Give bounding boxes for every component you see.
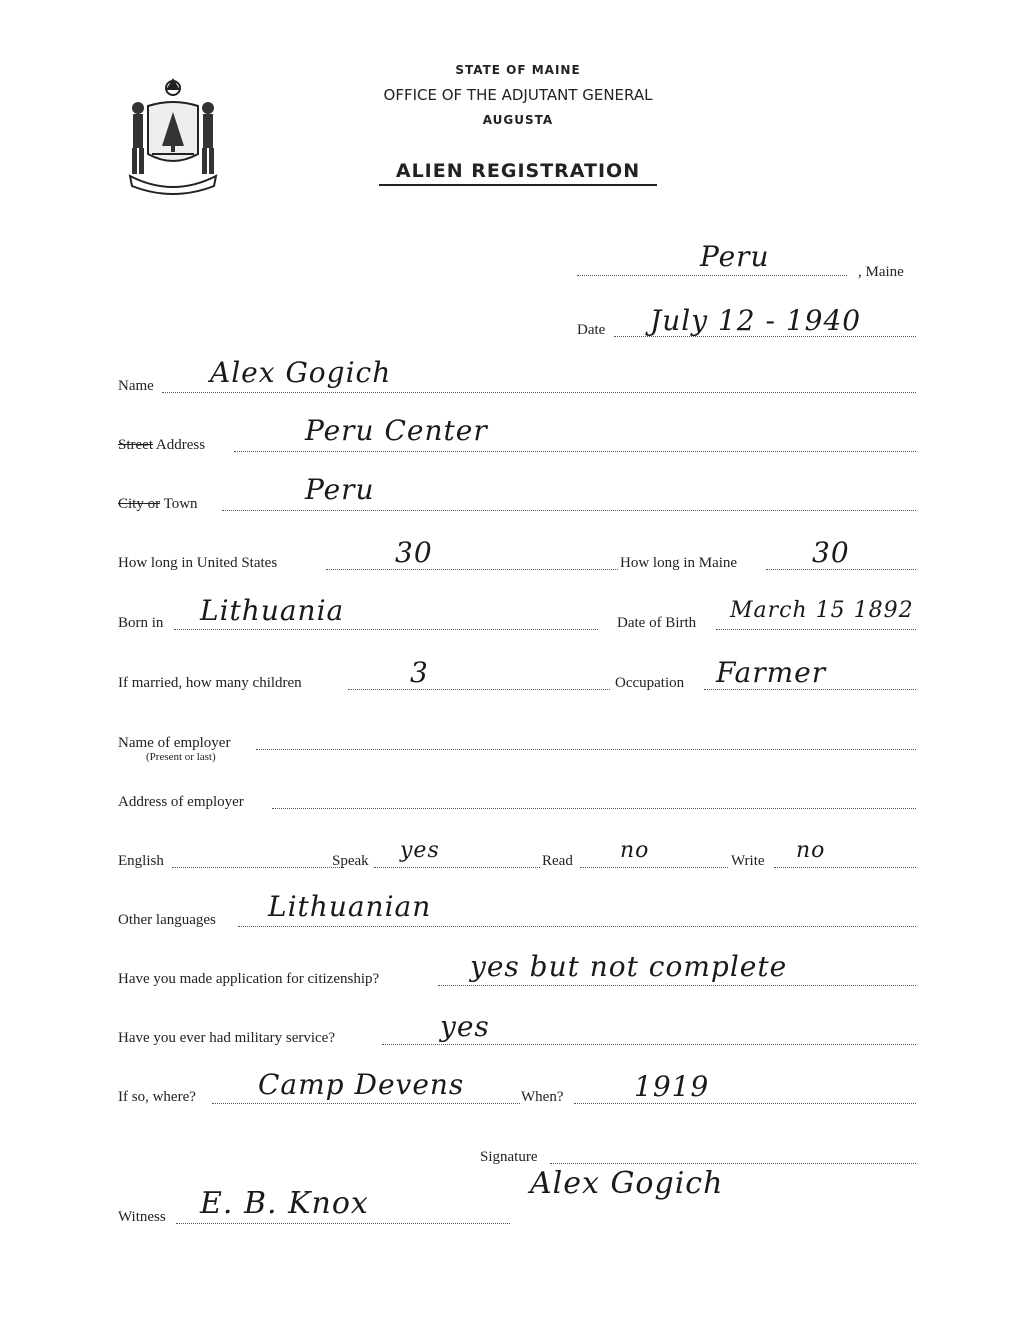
employer-name-label: Name of employer bbox=[118, 735, 231, 751]
dob-label: Date of Birth bbox=[617, 615, 697, 631]
other-languages-line bbox=[238, 926, 916, 927]
place-suffix: , Maine bbox=[858, 264, 904, 280]
employer-address-label: Address of employer bbox=[118, 794, 244, 810]
signature-line bbox=[550, 1163, 916, 1164]
speak-label: Speak bbox=[332, 853, 369, 869]
children-value: 3 bbox=[410, 656, 429, 689]
military-value: yes bbox=[440, 1010, 490, 1043]
occupation-label: Occupation bbox=[615, 675, 685, 691]
name-label: Name bbox=[118, 378, 154, 394]
military-label: Have you ever had military service? bbox=[118, 1030, 335, 1046]
where-label: If so, where? bbox=[118, 1089, 196, 1105]
town-value: Peru bbox=[305, 473, 375, 506]
name-line bbox=[162, 392, 916, 393]
years-maine-line bbox=[766, 569, 916, 570]
dob-line bbox=[716, 629, 916, 630]
town-line bbox=[222, 510, 916, 511]
when-label: When? bbox=[521, 1089, 564, 1105]
children-label: If married, how many children bbox=[118, 675, 302, 691]
town-struck-label: City or bbox=[118, 496, 161, 512]
born-in-label: Born in bbox=[118, 615, 164, 631]
witness-label: Witness bbox=[118, 1209, 166, 1225]
citizenship-line bbox=[438, 985, 916, 986]
street-label bbox=[118, 437, 205, 454]
dob-value: March 15 1892 bbox=[730, 598, 914, 623]
signature-label: Signature bbox=[480, 1149, 538, 1165]
date-label: Date bbox=[577, 322, 606, 338]
date-value: July 12 - 1940 bbox=[650, 304, 862, 337]
write-label: Write bbox=[731, 853, 765, 869]
when-value: 1919 bbox=[634, 1070, 710, 1103]
citizenship-label: Have you made application for citizenship? bbox=[118, 971, 380, 987]
header-state: STATE OF MAINE bbox=[455, 63, 581, 77]
town-label-text: Town bbox=[160, 496, 198, 512]
header-city: AUGUSTA bbox=[482, 113, 554, 127]
header-office: OFFICE OF THE ADJUTANT GENERAL bbox=[383, 86, 653, 104]
write-value: no bbox=[796, 838, 826, 863]
witness-line bbox=[176, 1223, 510, 1224]
street-address-label: Address bbox=[153, 437, 206, 453]
name-value: Alex Gogich bbox=[210, 356, 392, 389]
street-value: Peru Center bbox=[305, 414, 488, 447]
signature-value: Alex Gogich bbox=[530, 1166, 724, 1201]
speak-value: yes bbox=[400, 838, 440, 863]
speak-line bbox=[374, 867, 540, 868]
town-label bbox=[118, 496, 198, 513]
read-line bbox=[580, 867, 728, 868]
years-us-value: 30 bbox=[395, 536, 433, 569]
place-value: Peru bbox=[700, 240, 770, 273]
english-label: English bbox=[118, 853, 164, 869]
citizenship-value: yes but not complete bbox=[470, 950, 788, 983]
years-us-line bbox=[326, 569, 618, 570]
other-languages-label: Other languages bbox=[118, 912, 216, 928]
street-line bbox=[234, 451, 916, 452]
read-value: no bbox=[620, 838, 650, 863]
years-maine-label: How long in Maine bbox=[620, 555, 738, 571]
children-line bbox=[348, 689, 610, 690]
read-label: Read bbox=[542, 853, 573, 869]
other-languages-value: Lithuanian bbox=[268, 890, 432, 923]
years-maine-value: 30 bbox=[812, 536, 850, 569]
write-line bbox=[774, 867, 916, 868]
born-in-line bbox=[174, 629, 598, 630]
employer-name-line bbox=[256, 749, 916, 750]
street-struck-label: Street bbox=[118, 437, 153, 453]
where-value: Camp Devens bbox=[258, 1068, 465, 1101]
years-us-label: How long in United States bbox=[118, 555, 278, 571]
employer-address-line bbox=[272, 808, 916, 809]
born-in-value: Lithuania bbox=[200, 594, 345, 627]
where-line bbox=[212, 1103, 520, 1104]
when-line bbox=[574, 1103, 916, 1104]
military-line bbox=[382, 1044, 916, 1045]
witness-value: E. B. Knox bbox=[200, 1186, 369, 1221]
occupation-line bbox=[704, 689, 916, 690]
form-title: ALIEN REGISTRATION bbox=[379, 160, 657, 186]
occupation-value: Farmer bbox=[716, 656, 827, 689]
english-line bbox=[172, 867, 344, 868]
employer-name-sublabel: (Present or last) bbox=[146, 751, 216, 763]
place-line bbox=[577, 275, 847, 276]
